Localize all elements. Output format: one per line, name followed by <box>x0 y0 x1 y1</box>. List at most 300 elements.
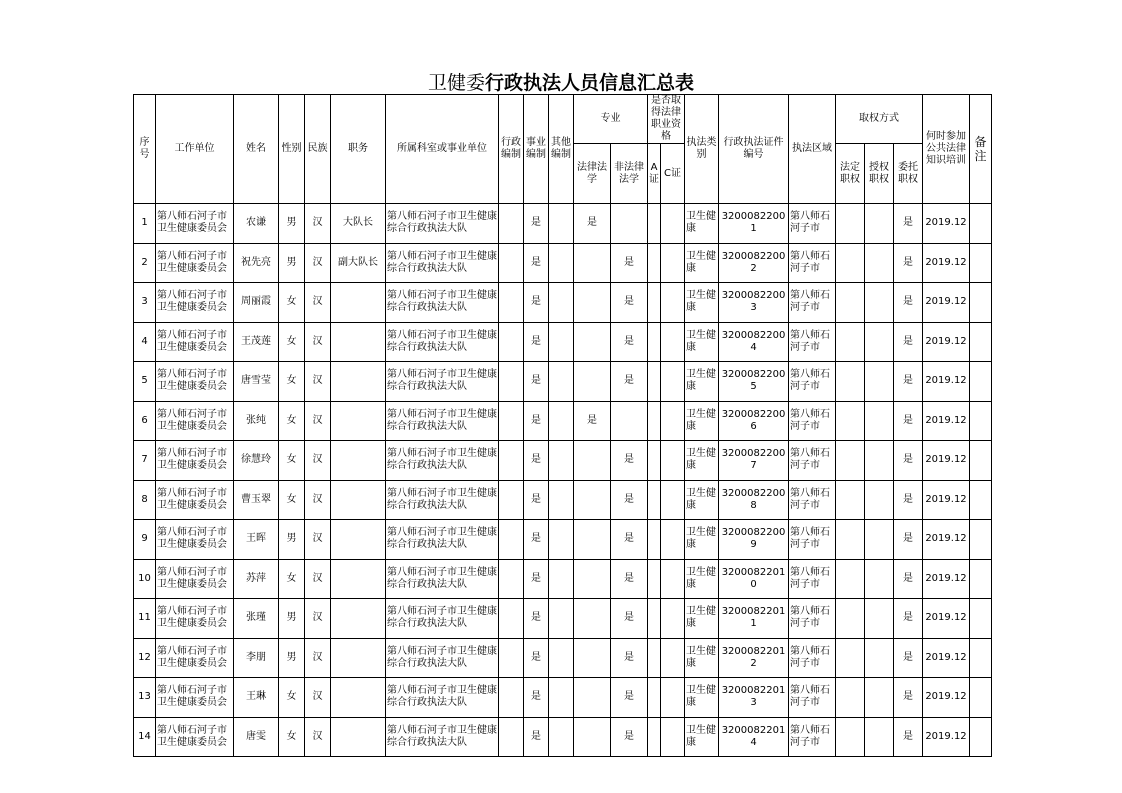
cell-qual-a <box>648 243 661 283</box>
header-cert-no: 行政执法证件编号 <box>719 95 789 204</box>
cell-auth-granted <box>865 480 894 520</box>
cell-position <box>331 362 386 402</box>
cell-major-law <box>574 243 611 283</box>
cell-ethnicity: 汉 <box>305 441 331 481</box>
cell-admin-staff <box>499 717 524 757</box>
cell-area: 第八师石河子市 <box>789 559 836 599</box>
header-unit: 工作单位 <box>156 95 234 204</box>
title-prefix: 卫健委 <box>427 72 485 94</box>
cell-auth-legal <box>836 520 865 560</box>
cell-career-staff: 是 <box>524 362 549 402</box>
cell-category: 卫生健康 <box>685 599 719 639</box>
cell-unit: 第八师石河子市卫生健康委员会 <box>156 401 234 441</box>
table-row <box>134 283 992 323</box>
header-area: 执法区域 <box>789 95 836 204</box>
cell-ethnicity: 汉 <box>305 678 331 718</box>
cell-qual-a <box>648 599 661 639</box>
cell-seq: 13 <box>134 678 156 718</box>
cell-name: 苏萍 <box>234 559 279 599</box>
cell-gender: 男 <box>279 638 305 678</box>
cell-qual-c <box>661 678 685 718</box>
cell-career-staff: 是 <box>524 243 549 283</box>
cell-unit: 第八师石河子市卫生健康委员会 <box>156 283 234 323</box>
cell-major-nonlaw: 是 <box>611 599 648 639</box>
cell-ethnicity: 汉 <box>305 204 331 244</box>
cell-category: 卫生健康 <box>685 717 719 757</box>
cell-other-staff <box>549 441 574 481</box>
header-other-staff: 其他编制 <box>549 95 574 204</box>
cell-unit: 第八师石河子市卫生健康委员会 <box>156 520 234 560</box>
cell-major-law <box>574 638 611 678</box>
header-auth-granted: 授权职权 <box>865 144 894 204</box>
cell-ethnicity: 汉 <box>305 401 331 441</box>
cell-ethnicity: 汉 <box>305 559 331 599</box>
cell-auth-entrusted: 是 <box>894 204 923 244</box>
cell-major-law: 是 <box>574 204 611 244</box>
table-row <box>134 322 992 362</box>
cell-cert-no: 32000822011 <box>719 599 789 639</box>
cell-cert-no: 32000822001 <box>719 204 789 244</box>
cell-position <box>331 638 386 678</box>
cell-gender: 男 <box>279 243 305 283</box>
cell-career-staff: 是 <box>524 283 549 323</box>
cell-category: 卫生健康 <box>685 322 719 362</box>
header-remarks: 备注 <box>970 95 992 204</box>
table-row <box>134 204 992 244</box>
cell-other-staff <box>549 283 574 323</box>
cell-major-nonlaw: 是 <box>611 678 648 718</box>
cell-seq: 2 <box>134 243 156 283</box>
cell-seq: 8 <box>134 480 156 520</box>
cell-unit: 第八师石河子市卫生健康委员会 <box>156 559 234 599</box>
cell-remark <box>970 204 992 244</box>
header-row-top <box>134 95 992 144</box>
cell-admin-staff <box>499 520 524 560</box>
cell-category: 卫生健康 <box>685 283 719 323</box>
cell-seq: 10 <box>134 559 156 599</box>
cell-remark <box>970 480 992 520</box>
cell-seq: 5 <box>134 362 156 402</box>
cell-category: 卫生健康 <box>685 243 719 283</box>
cell-auth-entrusted: 是 <box>894 322 923 362</box>
cell-major-nonlaw: 是 <box>611 362 648 402</box>
cell-name: 王茂莲 <box>234 322 279 362</box>
cell-auth-granted <box>865 599 894 639</box>
cell-major-nonlaw: 是 <box>611 717 648 757</box>
cell-remark <box>970 520 992 560</box>
table-row <box>134 520 992 560</box>
cell-auth-legal <box>836 283 865 323</box>
cell-gender: 女 <box>279 401 305 441</box>
cell-qual-c <box>661 243 685 283</box>
cell-position <box>331 520 386 560</box>
cell-major-nonlaw: 是 <box>611 243 648 283</box>
cell-remark <box>970 322 992 362</box>
cell-area: 第八师石河子市 <box>789 480 836 520</box>
cell-area: 第八师石河子市 <box>789 243 836 283</box>
table-row <box>134 480 992 520</box>
personnel-table <box>133 94 992 757</box>
cell-qual-c <box>661 480 685 520</box>
cell-career-staff: 是 <box>524 401 549 441</box>
cell-unit: 第八师石河子市卫生健康委员会 <box>156 678 234 718</box>
cell-major-law: 是 <box>574 401 611 441</box>
cell-area: 第八师石河子市 <box>789 599 836 639</box>
cell-gender: 男 <box>279 599 305 639</box>
cell-training: 2019.12 <box>923 441 970 481</box>
cell-qual-c <box>661 441 685 481</box>
cell-qual-c <box>661 322 685 362</box>
cell-cert-no: 32000822003 <box>719 283 789 323</box>
cell-qual-a <box>648 441 661 481</box>
cell-major-nonlaw: 是 <box>611 638 648 678</box>
cell-ethnicity: 汉 <box>305 283 331 323</box>
cell-unit: 第八师石河子市卫生健康委员会 <box>156 243 234 283</box>
cell-category: 卫生健康 <box>685 559 719 599</box>
cell-unit: 第八师石河子市卫生健康委员会 <box>156 717 234 757</box>
cell-remark <box>970 638 992 678</box>
cell-major-nonlaw: 是 <box>611 322 648 362</box>
cell-auth-entrusted: 是 <box>894 441 923 481</box>
cell-auth-granted <box>865 559 894 599</box>
cell-training: 2019.12 <box>923 559 970 599</box>
cell-position <box>331 717 386 757</box>
cell-category: 卫生健康 <box>685 638 719 678</box>
cell-gender: 女 <box>279 678 305 718</box>
table-row <box>134 243 992 283</box>
cell-auth-granted <box>865 243 894 283</box>
cell-auth-legal <box>836 441 865 481</box>
cell-category: 卫生健康 <box>685 520 719 560</box>
header-dept: 所属科室或事业单位 <box>386 95 499 204</box>
cell-auth-entrusted: 是 <box>894 678 923 718</box>
cell-area: 第八师石河子市 <box>789 638 836 678</box>
cell-dept: 第八师石河子市卫生健康综合行政执法大队 <box>386 401 499 441</box>
cell-position <box>331 599 386 639</box>
cell-ethnicity: 汉 <box>305 599 331 639</box>
header-authority: 取权方式 <box>836 95 923 144</box>
cell-area: 第八师石河子市 <box>789 204 836 244</box>
cell-qual-a <box>648 322 661 362</box>
cell-other-staff <box>549 204 574 244</box>
cell-seq: 3 <box>134 283 156 323</box>
cell-admin-staff <box>499 638 524 678</box>
cell-training: 2019.12 <box>923 322 970 362</box>
table-row <box>134 717 992 757</box>
cell-career-staff: 是 <box>524 678 549 718</box>
cell-other-staff <box>549 599 574 639</box>
cell-major-law <box>574 678 611 718</box>
cell-qual-c <box>661 362 685 402</box>
cell-cert-no: 32000822010 <box>719 559 789 599</box>
cell-category: 卫生健康 <box>685 480 719 520</box>
table-row <box>134 401 992 441</box>
cell-area: 第八师石河子市 <box>789 283 836 323</box>
cell-area: 第八师石河子市 <box>789 401 836 441</box>
cell-dept: 第八师石河子市卫生健康综合行政执法大队 <box>386 480 499 520</box>
cell-major-law <box>574 441 611 481</box>
cell-qual-c <box>661 559 685 599</box>
cell-gender: 女 <box>279 480 305 520</box>
cell-other-staff <box>549 638 574 678</box>
cell-category: 卫生健康 <box>685 401 719 441</box>
cell-major-law <box>574 362 611 402</box>
cell-major-nonlaw: 是 <box>611 520 648 560</box>
cell-other-staff <box>549 480 574 520</box>
cell-career-staff: 是 <box>524 520 549 560</box>
cell-seq: 9 <box>134 520 156 560</box>
cell-remark <box>970 362 992 402</box>
cell-name: 张纯 <box>234 401 279 441</box>
table-body <box>134 204 992 757</box>
cell-admin-staff <box>499 204 524 244</box>
cell-unit: 第八师石河子市卫生健康委员会 <box>156 362 234 402</box>
cell-auth-granted <box>865 441 894 481</box>
cell-other-staff <box>549 401 574 441</box>
table-row <box>134 559 992 599</box>
cell-auth-entrusted: 是 <box>894 559 923 599</box>
header-auth-legal: 法定职权 <box>836 144 865 204</box>
cell-major-nonlaw <box>611 204 648 244</box>
cell-career-staff: 是 <box>524 322 549 362</box>
cell-ethnicity: 汉 <box>305 717 331 757</box>
cell-name: 祝先亮 <box>234 243 279 283</box>
cell-name: 李朋 <box>234 638 279 678</box>
header-position: 职务 <box>331 95 386 204</box>
cell-auth-granted <box>865 638 894 678</box>
cell-other-staff <box>549 559 574 599</box>
cell-area: 第八师石河子市 <box>789 441 836 481</box>
cell-qual-c <box>661 599 685 639</box>
cell-gender: 女 <box>279 362 305 402</box>
cell-major-law <box>574 559 611 599</box>
cell-auth-granted <box>865 678 894 718</box>
cell-auth-legal <box>836 322 865 362</box>
cell-dept: 第八师石河子市卫生健康综合行政执法大队 <box>386 441 499 481</box>
cell-position <box>331 322 386 362</box>
cell-major-law <box>574 322 611 362</box>
cell-auth-legal <box>836 204 865 244</box>
cell-dept: 第八师石河子市卫生健康综合行政执法大队 <box>386 283 499 323</box>
cell-major-nonlaw: 是 <box>611 283 648 323</box>
header-major: 专业 <box>574 95 648 144</box>
cell-position <box>331 441 386 481</box>
cell-position <box>331 401 386 441</box>
cell-cert-no: 32000822007 <box>719 441 789 481</box>
table-row <box>134 441 992 481</box>
cell-remark <box>970 283 992 323</box>
cell-auth-entrusted: 是 <box>894 480 923 520</box>
cell-seq: 14 <box>134 717 156 757</box>
cell-admin-staff <box>499 283 524 323</box>
cell-category: 卫生健康 <box>685 441 719 481</box>
cell-auth-granted <box>865 362 894 402</box>
cell-remark <box>970 678 992 718</box>
cell-major-law <box>574 520 611 560</box>
cell-gender: 女 <box>279 559 305 599</box>
cell-career-staff: 是 <box>524 441 549 481</box>
cell-qual-c <box>661 638 685 678</box>
cell-career-staff: 是 <box>524 559 549 599</box>
cell-cert-no: 32000822012 <box>719 638 789 678</box>
cell-seq: 1 <box>134 204 156 244</box>
cell-qual-a <box>648 520 661 560</box>
cell-position <box>331 283 386 323</box>
cell-auth-legal <box>836 559 865 599</box>
cell-admin-staff <box>499 362 524 402</box>
cell-auth-granted <box>865 283 894 323</box>
cell-training: 2019.12 <box>923 362 970 402</box>
cell-training: 2019.12 <box>923 520 970 560</box>
header-admin-staff: 行政编制 <box>499 95 524 204</box>
cell-major-law <box>574 717 611 757</box>
cell-dept: 第八师石河子市卫生健康综合行政执法大队 <box>386 243 499 283</box>
cell-cert-no: 32000822008 <box>719 480 789 520</box>
cell-auth-legal <box>836 243 865 283</box>
cell-area: 第八师石河子市 <box>789 678 836 718</box>
cell-name: 唐雪莹 <box>234 362 279 402</box>
header-qual-c: C证 <box>661 144 685 204</box>
cell-admin-staff <box>499 480 524 520</box>
cell-qual-c <box>661 283 685 323</box>
cell-remark <box>970 243 992 283</box>
cell-ethnicity: 汉 <box>305 480 331 520</box>
cell-dept: 第八师石河子市卫生健康综合行政执法大队 <box>386 204 499 244</box>
cell-cert-no: 32000822014 <box>719 717 789 757</box>
cell-qual-a <box>648 678 661 718</box>
header-major-law: 法律法学 <box>574 144 611 204</box>
cell-ethnicity: 汉 <box>305 638 331 678</box>
cell-auth-legal <box>836 678 865 718</box>
cell-cert-no: 32000822013 <box>719 678 789 718</box>
cell-admin-staff <box>499 599 524 639</box>
cell-training: 2019.12 <box>923 678 970 718</box>
cell-dept: 第八师石河子市卫生健康综合行政执法大队 <box>386 520 499 560</box>
cell-other-staff <box>549 322 574 362</box>
cell-admin-staff <box>499 559 524 599</box>
cell-gender: 男 <box>279 204 305 244</box>
cell-dept: 第八师石河子市卫生健康综合行政执法大队 <box>386 599 499 639</box>
cell-other-staff <box>549 717 574 757</box>
table-row <box>134 638 992 678</box>
cell-ethnicity: 汉 <box>305 362 331 402</box>
cell-auth-granted <box>865 322 894 362</box>
cell-position <box>331 678 386 718</box>
cell-seq: 6 <box>134 401 156 441</box>
cell-ethnicity: 汉 <box>305 243 331 283</box>
header-major-nonlaw: 非法律法学 <box>611 144 648 204</box>
cell-name: 周丽霞 <box>234 283 279 323</box>
cell-area: 第八师石河子市 <box>789 322 836 362</box>
cell-auth-entrusted: 是 <box>894 599 923 639</box>
cell-auth-granted <box>865 520 894 560</box>
title-main: 行政执法人员信息汇总表 <box>485 72 695 94</box>
cell-auth-entrusted: 是 <box>894 638 923 678</box>
cell-auth-legal <box>836 599 865 639</box>
cell-major-law <box>574 480 611 520</box>
cell-qual-c <box>661 401 685 441</box>
cell-training: 2019.12 <box>923 480 970 520</box>
table-row <box>134 362 992 402</box>
cell-dept: 第八师石河子市卫生健康综合行政执法大队 <box>386 717 499 757</box>
cell-career-staff: 是 <box>524 204 549 244</box>
header-auth-entrusted: 委托职权 <box>894 144 923 204</box>
cell-auth-entrusted: 是 <box>894 520 923 560</box>
cell-name: 曹玉翠 <box>234 480 279 520</box>
cell-qual-a <box>648 717 661 757</box>
cell-position <box>331 559 386 599</box>
cell-auth-entrusted: 是 <box>894 717 923 757</box>
header-gender: 性别 <box>279 95 305 204</box>
cell-remark <box>970 717 992 757</box>
cell-training: 2019.12 <box>923 599 970 639</box>
cell-career-staff: 是 <box>524 480 549 520</box>
cell-area: 第八师石河子市 <box>789 520 836 560</box>
cell-qual-a <box>648 559 661 599</box>
header-seq: 序号 <box>134 95 156 204</box>
cell-other-staff <box>549 678 574 718</box>
cell-career-staff: 是 <box>524 599 549 639</box>
cell-category: 卫生健康 <box>685 362 719 402</box>
cell-unit: 第八师石河子市卫生健康委员会 <box>156 599 234 639</box>
cell-auth-entrusted: 是 <box>894 362 923 402</box>
header-training: 何时参加公共法律知识培训 <box>923 95 970 204</box>
cell-unit: 第八师石河子市卫生健康委员会 <box>156 441 234 481</box>
cell-gender: 女 <box>279 322 305 362</box>
cell-qual-a <box>648 283 661 323</box>
cell-auth-legal <box>836 401 865 441</box>
cell-qual-a <box>648 362 661 402</box>
cell-name: 农谦 <box>234 204 279 244</box>
cell-cert-no: 32000822002 <box>719 243 789 283</box>
cell-position <box>331 480 386 520</box>
cell-name: 徐慧玲 <box>234 441 279 481</box>
cell-seq: 7 <box>134 441 156 481</box>
cell-name: 张瑾 <box>234 599 279 639</box>
cell-cert-no: 32000822005 <box>719 362 789 402</box>
cell-remark <box>970 599 992 639</box>
cell-other-staff <box>549 243 574 283</box>
cell-admin-staff <box>499 678 524 718</box>
cell-other-staff <box>549 520 574 560</box>
cell-gender: 女 <box>279 283 305 323</box>
cell-auth-legal <box>836 362 865 402</box>
header-category: 执法类别 <box>685 95 719 204</box>
cell-qual-c <box>661 520 685 560</box>
cell-unit: 第八师石河子市卫生健康委员会 <box>156 638 234 678</box>
cell-auth-entrusted: 是 <box>894 283 923 323</box>
cell-area: 第八师石河子市 <box>789 362 836 402</box>
cell-qual-c <box>661 204 685 244</box>
cell-training: 2019.12 <box>923 717 970 757</box>
page-title <box>0 68 1122 95</box>
cell-auth-entrusted: 是 <box>894 401 923 441</box>
cell-position: 副大队长 <box>331 243 386 283</box>
cell-position: 大队长 <box>331 204 386 244</box>
cell-name: 唐雯 <box>234 717 279 757</box>
cell-ethnicity: 汉 <box>305 520 331 560</box>
cell-major-nonlaw: 是 <box>611 480 648 520</box>
cell-training: 2019.12 <box>923 401 970 441</box>
cell-category: 卫生健康 <box>685 678 719 718</box>
cell-seq: 11 <box>134 599 156 639</box>
cell-auth-legal <box>836 638 865 678</box>
cell-name: 王琳 <box>234 678 279 718</box>
cell-training: 2019.12 <box>923 243 970 283</box>
cell-major-nonlaw: 是 <box>611 559 648 599</box>
cell-major-nonlaw <box>611 401 648 441</box>
cell-admin-staff <box>499 322 524 362</box>
